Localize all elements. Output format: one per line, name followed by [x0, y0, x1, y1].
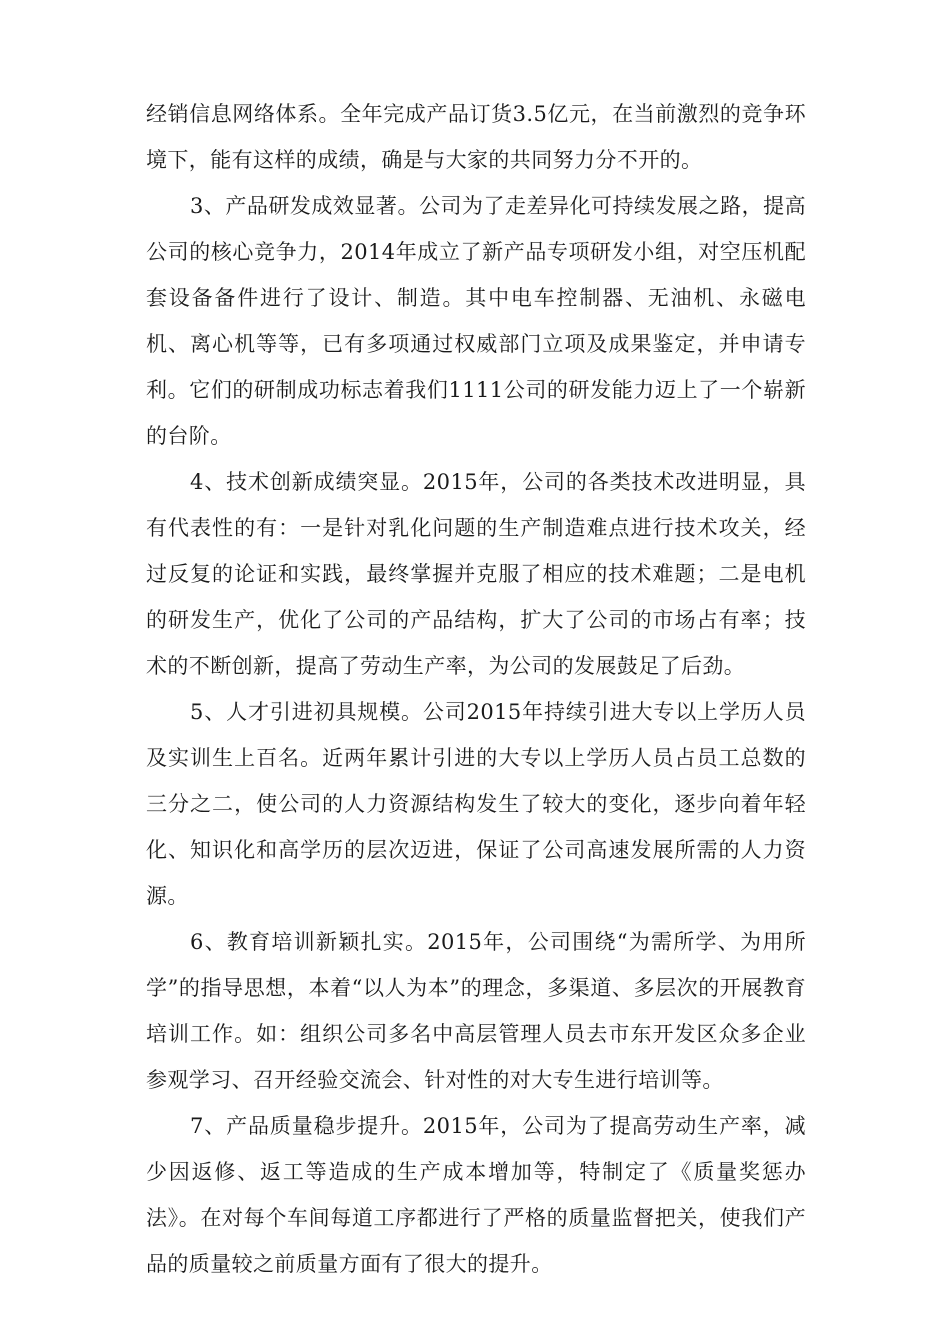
- paragraph-talent-introduction: 5、人才引进初具规模。公司2015年持续引进大专以上学历人员及实训生上百名。近两年累计引进的大专以上学历人员占员工总数的三分之二，使公司的人力资源结构发生了较大的变化，逐步向着年轻化、知识化和高学历的层次迈进，保证了公司高速发展所需的人力资源。: [146, 700, 806, 908]
- paragraph-continued: 经销信息网络体系。全年完成产品订货3.5亿元，在当前激烈的竞争环境下，能有这样的成绩，确是与大家的共同努力分不开的。: [146, 102, 806, 172]
- paragraph-tech-innovation: 4、技术创新成绩突显。2015年，公司的各类技术改进明显，具有代表性的有：一是针对乳化问题的生产制造难点进行技术攻关，经过反复的论证和实践，最终掌握并克服了相应的技术难题；二是电机的研发生产，优化了公司的产品结构，扩大了公司的市场占有率；技术的不断创新，提高了劳动生产率，为公司的发展鼓足了后劲。: [146, 470, 806, 678]
- document-body: [146, 91, 806, 1287]
- paragraph-education-training: 6、教育培训新颖扎实。2015年，公司围绕“为需所学、为用所学”的指导思想，本着“以人为本”的理念，多渠道、多层次的开展教育培训工作。如：组织公司多名中高层管理人员去市东开发区众多企业参观学习、召开经验交流会、针对性的对大专生进行培训等。: [146, 930, 806, 1092]
- paragraph-product-rnd: 3、产品研发成效显著。公司为了走差异化可持续发展之路，提高公司的核心竞争力，2014年成立了新产品专项研发小组，对空压机配套设备备件进行了设计、制造。其中电车控制器、无油机、永磁电机、离心机等等，已有多项通过权威部门立项及成果鉴定，并申请专利。它们的研制成功标志着我们1111公司的研发能力迈上了一个崭新的台阶。: [146, 194, 806, 448]
- paragraph-product-quality: 7、产品质量稳步提升。2015年，公司为了提高劳动生产率，减少因返修、返工等造成的生产成本增加等，特制定了《质量奖惩办法》。在对每个车间每道工序都进行了严格的质量监督把关，使我们产品的质量较之前质量方面有了很大的提升。: [146, 1114, 806, 1276]
